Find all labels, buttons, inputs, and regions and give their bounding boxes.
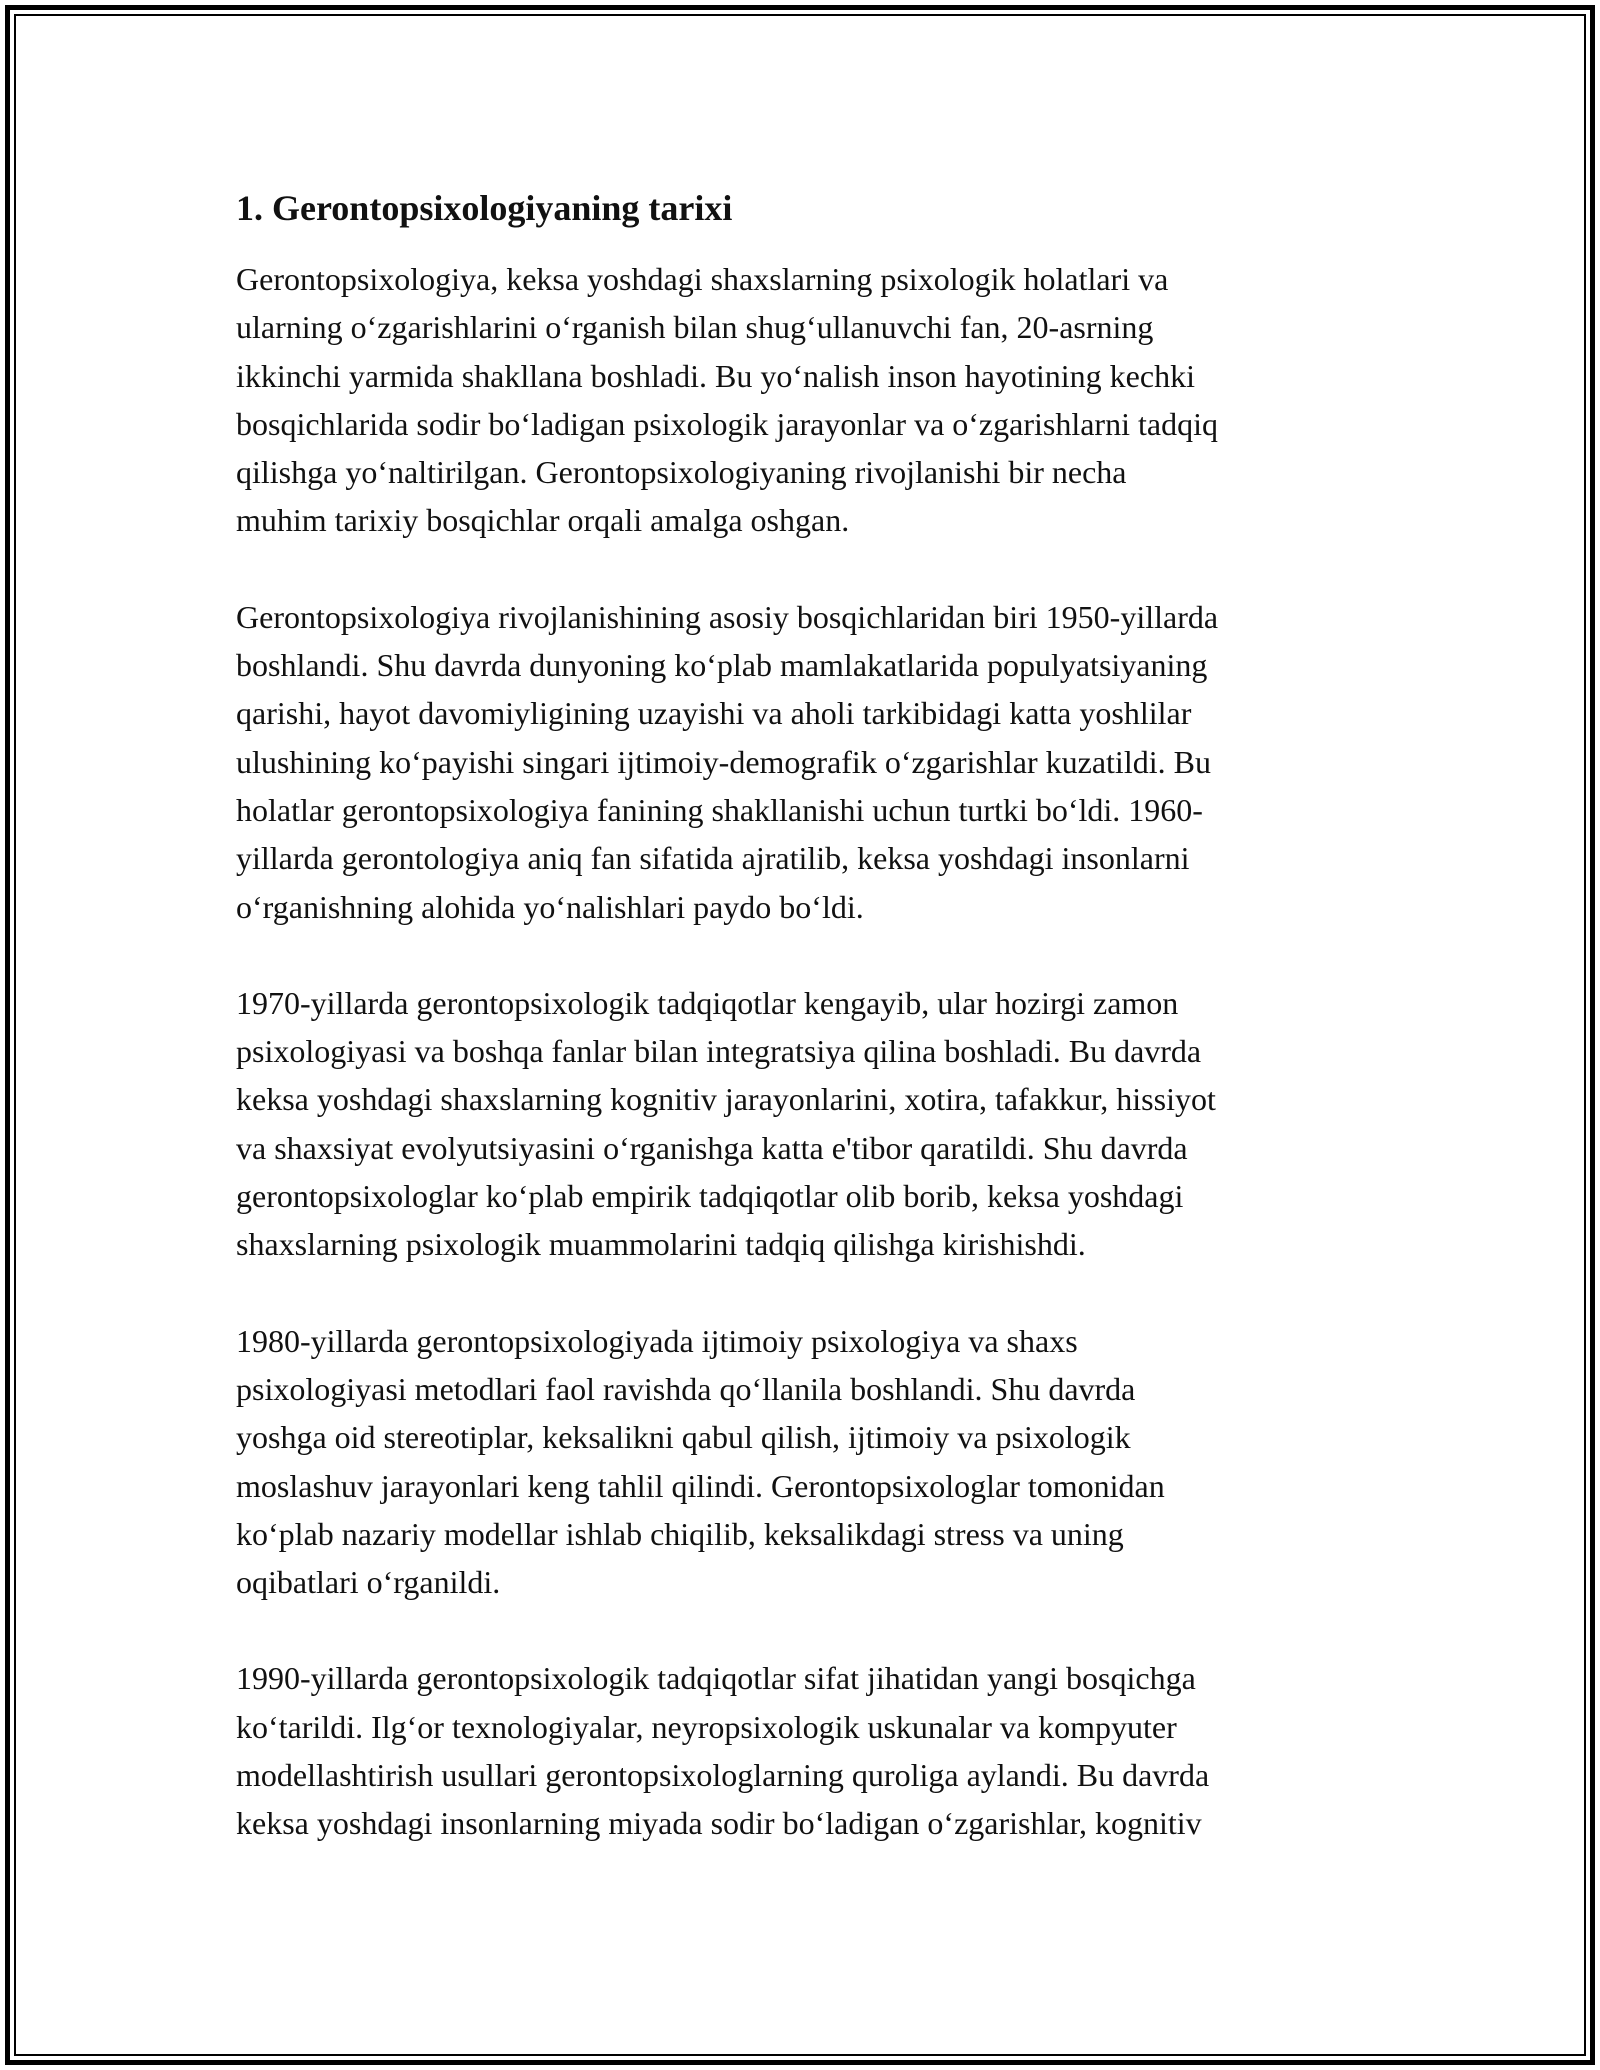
paragraph-line: 1990-yillarda gerontopsixologik tadqiqotlar sifat jihatidan yangi bosqichga [236, 1660, 1196, 1697]
paragraph-line: holatlar gerontopsixologiya fanining shakllanishi uchun turtki bo‘ldi. 1960- [236, 791, 1203, 828]
paragraph-line: 1980-yillarda gerontopsixologiyada ijtimoiy psixologiya va shaxs [236, 1322, 1078, 1359]
paragraph-line: shaxslarning psixologik muammolarini tadqiq qilishga kirishishdi. [236, 1226, 1086, 1263]
paragraph-line: oqibatlari o‘rganildi. [236, 1564, 501, 1601]
paragraph [236, 1654, 1386, 1847]
paragraph-line: Gerontopsixologiya, keksa yoshdagi shaxslarning psixologik holatlari va [236, 261, 1169, 297]
paragraph-line: boshlandi. Shu davrda dunyoning ko‘plab mamlakatlarida populyatsiyaning [236, 647, 1208, 684]
paragraph-line: keksa yoshdagi insonlarning miyada sodir bo‘ladigan o‘zgarishlar, kognitiv [236, 1805, 1202, 1842]
paragraph-line: yillarda gerontologiya aniq fan sifatida ajratilib, keksa yoshdagi insonlarni [236, 840, 1190, 877]
paragraph-list [236, 255, 1386, 1848]
paragraph-line: va shaxsiyat evolyutsiyasini o‘rganishga katta e'tibor qaratildi. Shu davrda [236, 1129, 1188, 1166]
paragraph-line: o‘rganishning alohida yo‘nalishlari paydo bo‘ldi. [236, 888, 864, 925]
paragraph-line: Gerontopsixologiya rivojlanishining asosiy bosqichlaridan biri 1950-yillarda [236, 598, 1219, 635]
paragraph-line: qarishi, hayot davomiyligining uzayishi va aholi tarkibidagi katta yoshlilar [236, 695, 1192, 732]
paragraph [236, 593, 1386, 931]
paragraph [236, 255, 1386, 545]
paragraph-line: psixologiyasi metodlari faol ravishda qo‘llanila boshlandi. Shu davrda [236, 1370, 1136, 1407]
paragraph-line: moslashuv jarayonlari keng tahlil qilindi. Gerontopsixologlar tomonidan [236, 1467, 1165, 1504]
paragraph-line: ikkinchi yarmida shakllana boshladi. Bu yo‘nalish inson hayotining kechki [236, 357, 1195, 394]
section-heading: 1. Gerontopsixologiyaning tarixi [236, 188, 733, 228]
paragraph-line: ularning o‘zgarishlarini o‘rganish bilan shug‘ullanuvchi fan, 20-asrning [236, 309, 1154, 346]
paragraph-line: modellashtirish usullari gerontopsixologlarning quroliga aylandi. Bu davrda [236, 1757, 1210, 1794]
paragraph-line: gerontopsixologlar ko‘plab empirik tadqiqotlar olib borib, keksa yoshdagi [236, 1178, 1184, 1215]
paragraph-line: psixologiyasi va boshqa fanlar bilan integratsiya qilina boshladi. Bu davrda [236, 1033, 1202, 1070]
paragraph-line: ko‘plab nazariy modellar ishlab chiqilib, keksalikdagi stress va uning [236, 1515, 1124, 1552]
paragraph-line: 1970-yillarda gerontopsixologik tadqiqotlar kengayib, ular hozirgi zamon [236, 984, 1179, 1021]
paragraph-line: yoshga oid stereotiplar, keksalikni qabul qilish, ijtimoiy va psixologik [236, 1419, 1131, 1456]
paragraph [236, 1317, 1386, 1607]
paragraph-line: bosqichlarida sodir bo‘ladigan psixologik jarayonlar va o‘zgarishlarni tadqiq [236, 405, 1218, 442]
paragraph-line: keksa yoshdagi shaxslarning kognitiv jarayonlarini, xotira, tafakkur, hissiyot [236, 1081, 1216, 1118]
paragraph-line: qilishga yo‘naltirilgan. Gerontopsixologiyaning rivojlanishi bir necha [236, 454, 1127, 491]
paragraph-line: ko‘tarildi. Ilg‘or texnologiyalar, neyropsixologik uskunalar va kompyuter [236, 1708, 1177, 1745]
paragraph [236, 979, 1386, 1269]
paragraph-line: ulushining ko‘payishi singari ijtimoiy-demografik o‘zgarishlar kuzatildi. Bu [236, 743, 1211, 780]
paragraph-line: muhim tarixiy bosqichlar orqali amalga oshgan. [236, 502, 850, 539]
document-body [236, 186, 1386, 1896]
